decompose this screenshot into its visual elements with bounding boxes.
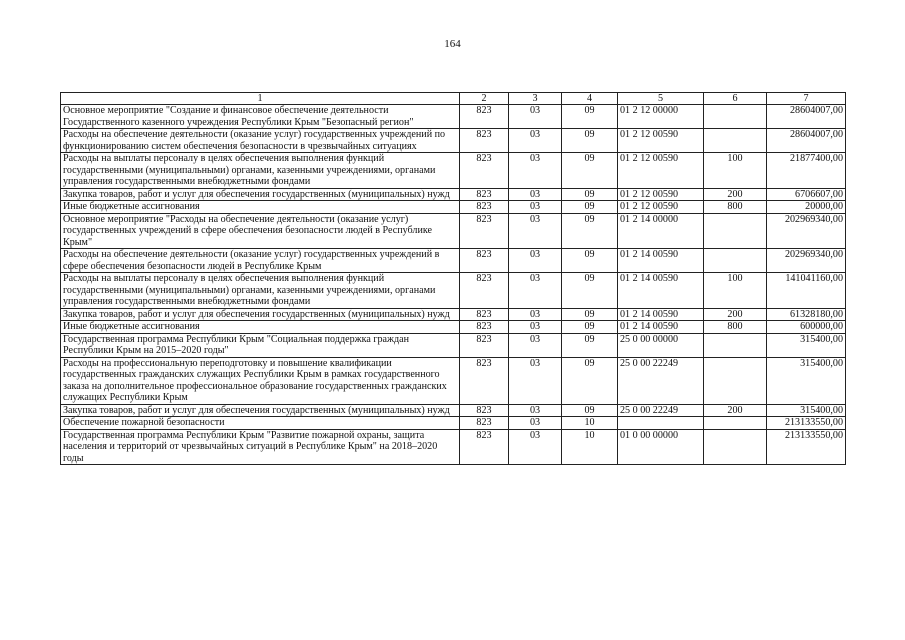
table-body <box>61 105 846 465</box>
cell-grbs: 823 <box>460 105 509 129</box>
header-cell-section: 3 <box>509 93 562 105</box>
table-row <box>61 357 846 404</box>
cell-subsection: 10 <box>562 429 618 465</box>
cell-amount: 315400,00 <box>767 357 846 404</box>
cell-expense-type: 200 <box>704 188 767 201</box>
table-row <box>61 213 846 249</box>
cell-subsection: 09 <box>562 273 618 309</box>
table-row <box>61 308 846 321</box>
cell-grbs: 823 <box>460 357 509 404</box>
cell-target-article <box>618 417 704 430</box>
cell-expense-type: 800 <box>704 321 767 334</box>
cell-name: Расходы на профессиональную переподготовку и повышение квалификации государственных гражданских служащих Республики Крым в рамках государственного заказа на дополнительное профессиональное образование государственных гражданских служащих Республики Крым <box>61 357 460 404</box>
cell-subsection: 09 <box>562 357 618 404</box>
cell-amount: 213133550,00 <box>767 429 846 465</box>
cell-expense-type <box>704 429 767 465</box>
cell-expense-type: 200 <box>704 308 767 321</box>
cell-subsection: 10 <box>562 417 618 430</box>
cell-expense-type: 100 <box>704 153 767 189</box>
table-header <box>61 93 846 105</box>
cell-expense-type <box>704 249 767 273</box>
header-cell-subsection: 4 <box>562 93 618 105</box>
cell-name: Закупка товаров, работ и услуг для обеспечения государственных (муниципальных) нужд <box>61 404 460 417</box>
table-row <box>61 249 846 273</box>
cell-amount: 213133550,00 <box>767 417 846 430</box>
header-cell-amount: 7 <box>767 93 846 105</box>
header-row <box>61 93 846 105</box>
cell-expense-type <box>704 333 767 357</box>
cell-target-article: 01 2 12 00590 <box>618 201 704 214</box>
cell-target-article: 01 2 14 00590 <box>618 308 704 321</box>
cell-amount: 141041160,00 <box>767 273 846 309</box>
cell-section: 03 <box>509 321 562 334</box>
table-row <box>61 321 846 334</box>
cell-name: Расходы на выплаты персоналу в целях обеспечения выполнения функций государственными (муниципальными) органами, казенными учреждениями, органами управления государственными внебюджетными фондами <box>61 273 460 309</box>
cell-expense-type <box>704 129 767 153</box>
table-row <box>61 105 846 129</box>
cell-grbs: 823 <box>460 273 509 309</box>
cell-grbs: 823 <box>460 321 509 334</box>
cell-grbs: 823 <box>460 201 509 214</box>
cell-amount: 600000,00 <box>767 321 846 334</box>
cell-target-article: 01 0 00 00000 <box>618 429 704 465</box>
table-row <box>61 153 846 189</box>
cell-amount: 61328180,00 <box>767 308 846 321</box>
cell-expense-type <box>704 357 767 404</box>
cell-amount: 202969340,00 <box>767 213 846 249</box>
header-cell-target-article: 5 <box>618 93 704 105</box>
header-cell-name: 1 <box>61 93 460 105</box>
cell-subsection: 09 <box>562 129 618 153</box>
cell-subsection: 09 <box>562 105 618 129</box>
cell-subsection: 09 <box>562 321 618 334</box>
cell-section: 03 <box>509 188 562 201</box>
cell-target-article: 01 2 14 00590 <box>618 249 704 273</box>
cell-section: 03 <box>509 105 562 129</box>
table-row <box>61 129 846 153</box>
cell-target-article: 25 0 00 22249 <box>618 357 704 404</box>
table-row <box>61 333 846 357</box>
cell-section: 03 <box>509 333 562 357</box>
cell-section: 03 <box>509 249 562 273</box>
cell-name: Расходы на обеспечение деятельности (оказание услуг) государственных учреждений по функционированию систем обеспечения безопасности в чрезвычайных ситуациях <box>61 129 460 153</box>
cell-target-article: 01 2 12 00590 <box>618 153 704 189</box>
cell-section: 03 <box>509 357 562 404</box>
table-row <box>61 188 846 201</box>
header-cell-expense-type: 6 <box>704 93 767 105</box>
cell-target-article: 01 2 12 00000 <box>618 105 704 129</box>
cell-target-article: 01 2 14 00590 <box>618 321 704 334</box>
table-row <box>61 404 846 417</box>
cell-name: Расходы на обеспечение деятельности (оказание услуг) государственных учреждений в сфере обеспечения безопасности людей в Республике Крым <box>61 249 460 273</box>
cell-name: Расходы на выплаты персоналу в целях обеспечения выполнения функций государственными (муниципальными) органами, казенными учреждениями, органами управления государственными внебюджетными фондами <box>61 153 460 189</box>
cell-grbs: 823 <box>460 153 509 189</box>
cell-section: 03 <box>509 201 562 214</box>
cell-expense-type: 800 <box>704 201 767 214</box>
cell-subsection: 09 <box>562 188 618 201</box>
cell-subsection: 09 <box>562 213 618 249</box>
cell-target-article: 01 2 14 00000 <box>618 213 704 249</box>
cell-expense-type <box>704 213 767 249</box>
cell-section: 03 <box>509 213 562 249</box>
cell-expense-type <box>704 417 767 430</box>
table-row <box>61 417 846 430</box>
cell-name: Государственная программа Республики Крым "Социальная поддержка граждан Республики Крым на 2015–2020 годы" <box>61 333 460 357</box>
cell-subsection: 09 <box>562 333 618 357</box>
cell-name: Основное мероприятие "Расходы на обеспечение деятельности (оказание услуг) государственных учреждений в сфере обеспечения безопасности людей в Республике Крым" <box>61 213 460 249</box>
cell-grbs: 823 <box>460 188 509 201</box>
cell-amount: 28604007,00 <box>767 129 846 153</box>
cell-amount: 6706607,00 <box>767 188 846 201</box>
cell-target-article: 01 2 12 00590 <box>618 129 704 153</box>
cell-section: 03 <box>509 273 562 309</box>
cell-section: 03 <box>509 129 562 153</box>
cell-amount: 21877400,00 <box>767 153 846 189</box>
cell-subsection: 09 <box>562 201 618 214</box>
cell-section: 03 <box>509 308 562 321</box>
cell-grbs: 823 <box>460 333 509 357</box>
cell-name: Основное мероприятие "Создание и финансовое обеспечение деятельности Государственного казенного учреждения Республики Крым "Безопасный регион" <box>61 105 460 129</box>
cell-amount: 315400,00 <box>767 404 846 417</box>
cell-section: 03 <box>509 404 562 417</box>
cell-target-article: 25 0 00 22249 <box>618 404 704 417</box>
cell-subsection: 09 <box>562 153 618 189</box>
table-row <box>61 273 846 309</box>
cell-expense-type: 200 <box>704 404 767 417</box>
cell-grbs: 823 <box>460 308 509 321</box>
cell-subsection: 09 <box>562 249 618 273</box>
cell-name: Закупка товаров, работ и услуг для обеспечения государственных (муниципальных) нужд <box>61 188 460 201</box>
cell-section: 03 <box>509 153 562 189</box>
table-row <box>61 429 846 465</box>
cell-target-article: 01 2 14 00590 <box>618 273 704 309</box>
cell-grbs: 823 <box>460 429 509 465</box>
cell-section: 03 <box>509 429 562 465</box>
cell-subsection: 09 <box>562 404 618 417</box>
cell-name: Обеспечение пожарной безопасности <box>61 417 460 430</box>
cell-subsection: 09 <box>562 308 618 321</box>
cell-amount: 315400,00 <box>767 333 846 357</box>
cell-grbs: 823 <box>460 417 509 430</box>
cell-name: Иные бюджетные ассигнования <box>61 201 460 214</box>
cell-amount: 202969340,00 <box>767 249 846 273</box>
cell-name: Закупка товаров, работ и услуг для обеспечения государственных (муниципальных) нужд <box>61 308 460 321</box>
page-number: 164 <box>444 38 461 50</box>
cell-expense-type <box>704 105 767 129</box>
cell-grbs: 823 <box>460 249 509 273</box>
cell-target-article: 01 2 12 00590 <box>618 188 704 201</box>
cell-name: Иные бюджетные ассигнования <box>61 321 460 334</box>
cell-grbs: 823 <box>460 213 509 249</box>
header-cell-grbs: 2 <box>460 93 509 105</box>
cell-expense-type: 100 <box>704 273 767 309</box>
cell-section: 03 <box>509 417 562 430</box>
cell-name: Государственная программа Республики Крым "Развитие пожарной охраны, защита населения и территорий от чрезвычайных ситуаций в Республике Крым" на 2018–2020 годы <box>61 429 460 465</box>
cell-amount: 20000,00 <box>767 201 846 214</box>
cell-target-article: 25 0 00 00000 <box>618 333 704 357</box>
cell-grbs: 823 <box>460 404 509 417</box>
table-row <box>61 201 846 214</box>
cell-amount: 28604007,00 <box>767 105 846 129</box>
cell-grbs: 823 <box>460 129 509 153</box>
budget-table <box>60 92 846 465</box>
